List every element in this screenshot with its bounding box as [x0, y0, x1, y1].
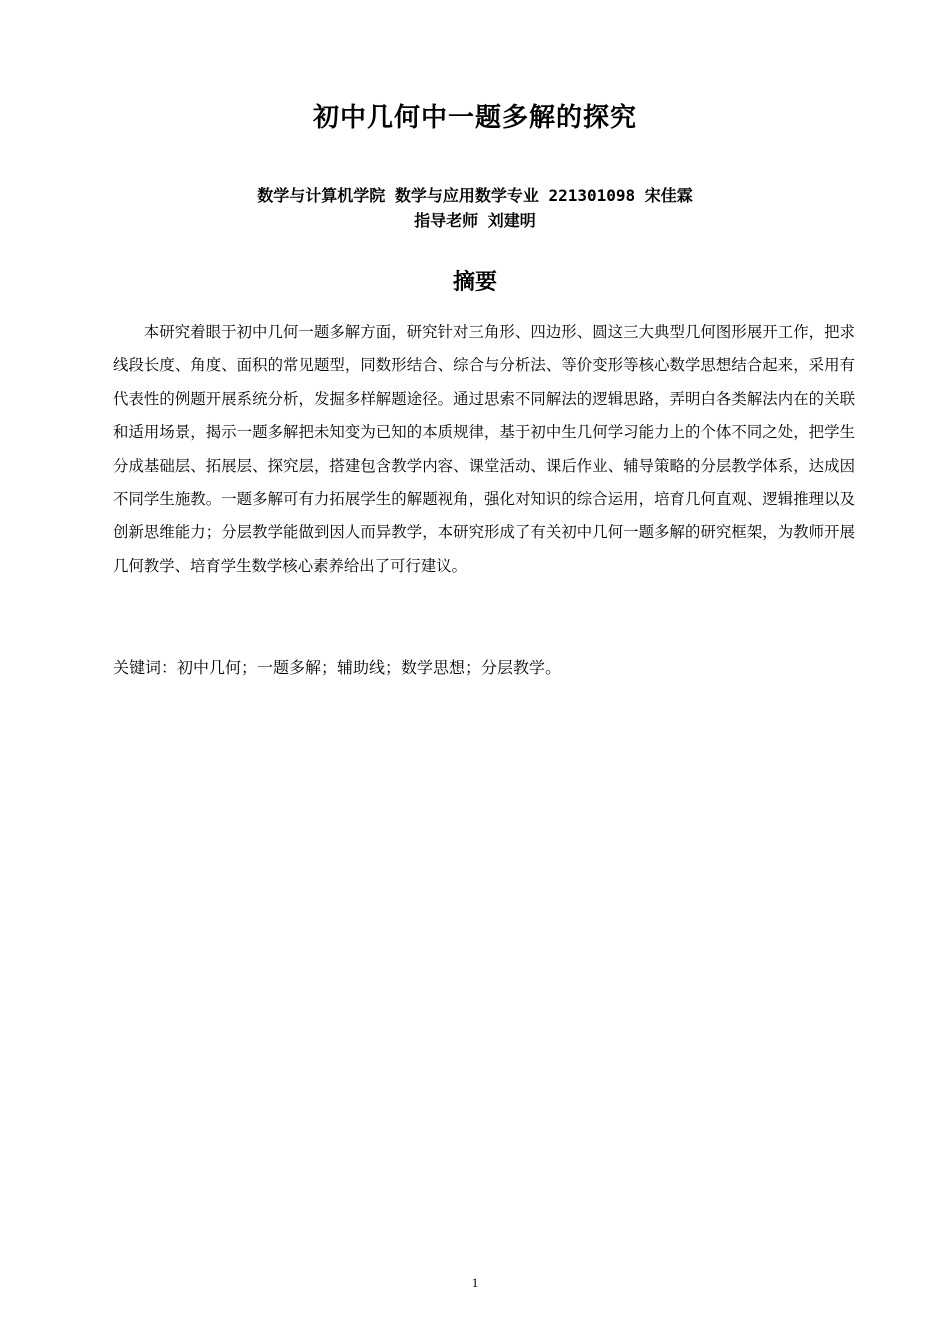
abstract-heading: 摘要	[452, 270, 497, 295]
author-affiliation: 数学与计算机学院 数学与应用数学专业 221301098 宋佳霖	[257, 186, 693, 205]
keywords-line: 关键词：初中几何；一题多解；辅助线；数学思想；分层教学。	[113, 658, 562, 677]
advisor-line: 指导老师 刘建明	[414, 211, 536, 230]
page-number: 1	[471, 1275, 479, 1290]
abstract-body: 本研究着眼于初中几何一题多解方面，研究针对三角形、四边形、圆这三大典型几何图形展开工作，把求线段长度、角度、面积的常见题型，同数形结合、综合与分析法、等价变形等核心数学思想结合起来，采用有代表性的例题开展系统分析，发掘多样解题途径。通过思索不同解法的逻辑思路，弄明白各类解法内在的关联和适用场景，揭示一题多解把未知变为已知的本质规律，基于初中生几何学习能力上的个体不同之处，把学生分成基础层、拓展层、探究层，搭建包含教学内容、课堂活动、课后作业、辅导策略的分层教学体系，达成因不同学生施教。一题多解可有力拓展学生的解题视角，强化对知识的综合运用，培育几何直观、逻辑推理以及创新思维能力；分层教学能做到因人而异教学，本研究形成了有关初中几何一题多解的研究框架，为教师开展几何教学、培育学生数学核心素养给出了可行建议。	[113, 323, 855, 575]
paper-title: 初中几何中一题多解的探究	[312, 103, 637, 133]
